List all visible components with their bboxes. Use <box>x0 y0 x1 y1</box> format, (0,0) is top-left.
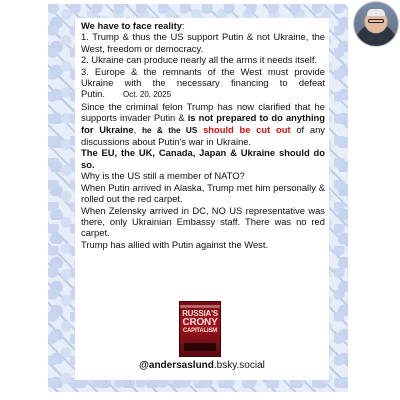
point-2: 2. Ukraine can produce nearly all the arms it needs itself. <box>81 54 318 66</box>
heading-text: We have to face reality <box>81 20 182 31</box>
para1-part-d: of any discussions about Putin's war in Ukraine. <box>81 123 325 148</box>
avatar-glasses <box>368 19 384 23</box>
book-stripe <box>180 305 220 308</box>
paragraph-4: When Putin arrived in Alaska, Trump met him personally & rolled out the red carpet. <box>81 181 325 205</box>
point-3-text: 3. Europe & the remnants of the West must provide Ukraine with the necessary financing to defeat Putin. <box>81 65 325 100</box>
para1-red-text: should be cut out <box>203 123 291 135</box>
heading-colon: : <box>181 20 185 31</box>
book-title <box>180 310 220 335</box>
para1-part-a: Since the criminal felon Trump has now clarified that he supports invader Putin & <box>81 100 325 124</box>
paragraph-6: Trump has allied with Putin against the West. <box>81 238 269 250</box>
book-cover-image <box>180 302 220 356</box>
post-date: Oct. 20, 2025 <box>122 90 172 100</box>
point-3 <box>81 66 325 101</box>
para1-part-b: , <box>133 123 142 135</box>
avatar-hair <box>367 9 385 16</box>
para1-small-bold: he & the US <box>141 125 198 135</box>
para1-bold: is not prepared to do anything for Ukraine <box>81 112 325 135</box>
paragraph-1 <box>81 101 325 148</box>
book-title-line-1: RUSSIA'S <box>182 309 218 318</box>
post-heading <box>81 20 325 31</box>
handle-name: @andersaslund <box>139 360 214 371</box>
book-title-line-2: CRONY <box>182 317 218 328</box>
profile-avatar[interactable] <box>354 2 398 46</box>
book-title-line-3: CAPITALISM <box>182 328 218 334</box>
point-1: 1. Trump & thus the US support Putin & not Ukraine, the West, freedom or democracy. <box>81 31 325 54</box>
book-base <box>184 343 216 351</box>
handle-domain: .bsky.social <box>213 360 265 371</box>
author-handle[interactable] <box>75 360 329 371</box>
paragraph-5: When Zelensky arrived in DC, NO US representative was there, only Ukrainian Embassy staff. There was no red carpet. <box>81 204 325 239</box>
paragraph-3: Why is the US still a member of NATO? <box>81 170 245 182</box>
paragraph-2: The EU, the UK, Canada, Japan & Ukraine should do so. <box>81 147 325 170</box>
